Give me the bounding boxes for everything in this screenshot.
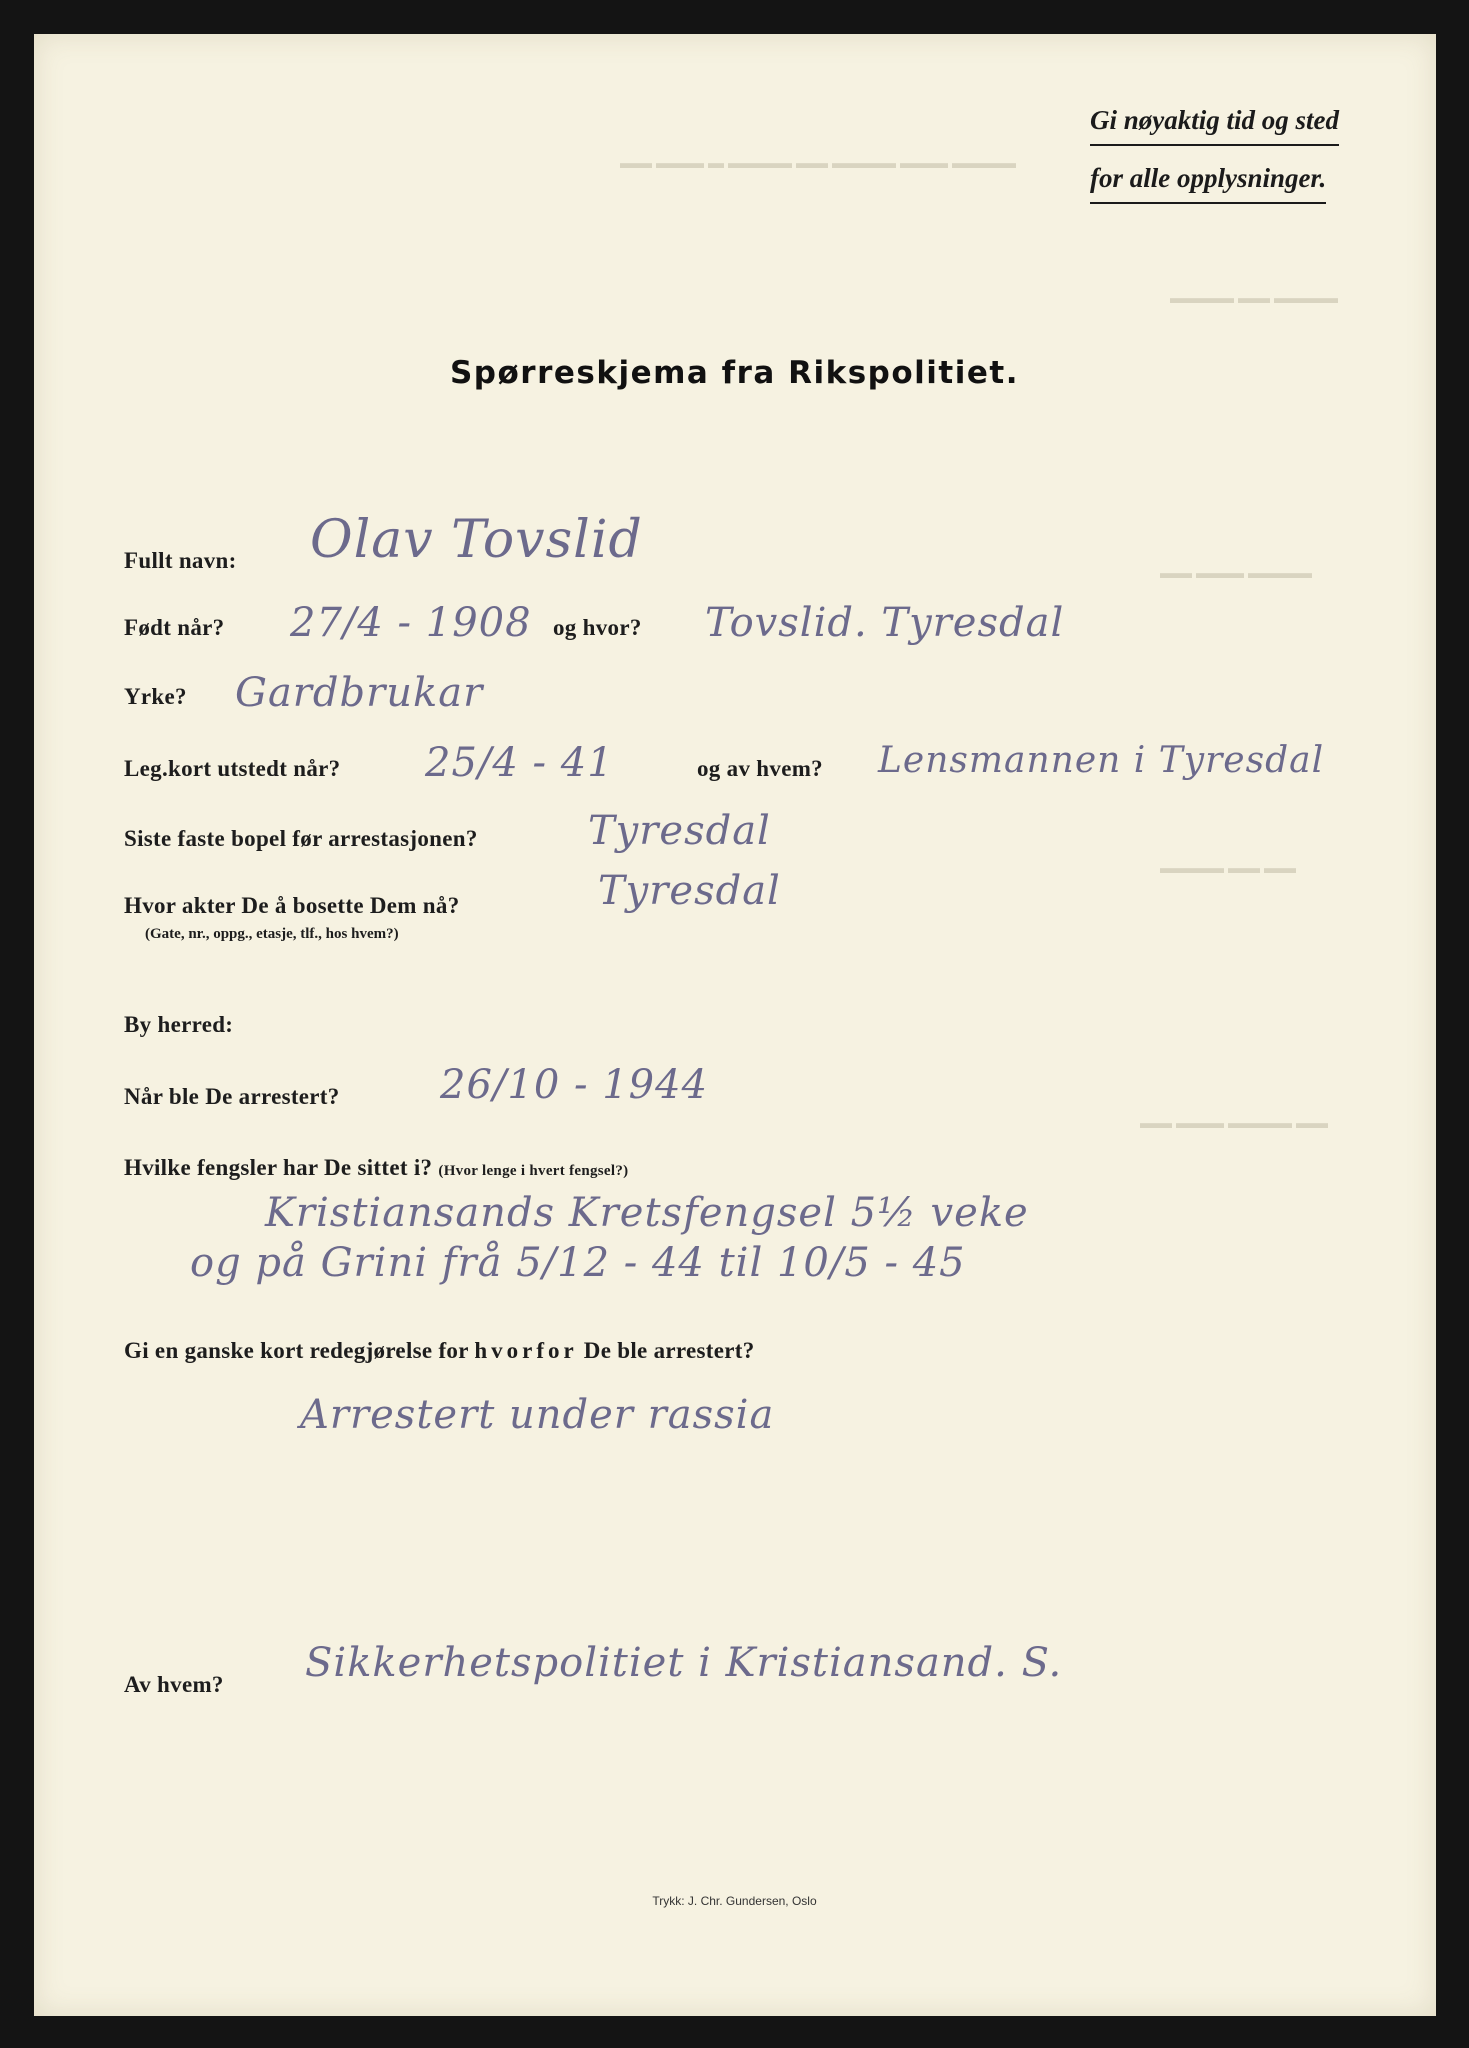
instruction-notice xyxy=(1090,100,1339,204)
born-when-label: Født når? xyxy=(124,615,225,640)
arrested-value: 26/10 - 1944 xyxy=(440,1062,709,1108)
name-value: Olav Tovslid xyxy=(310,510,643,570)
born-where-label: og hvor? xyxy=(553,615,642,640)
form-title: Spørreskjema fra Rikspolitiet. xyxy=(449,355,1019,391)
bleed-through-1: ▬▬ ▬▬▬ ▬ ▬▬▬▬ ▬▬ ▬▬▬▬ ▬▬▬ ▬▬▬▬ xyxy=(620,155,1016,172)
arrested-label: Når ble De arrestert? xyxy=(124,1084,340,1109)
bleed-through-2: ▬▬▬▬ ▬▬ ▬▬▬▬ xyxy=(1170,290,1338,307)
settle-sublabel: (Gate, nr., oppg., etasje, tlf., hos hvem?) xyxy=(145,926,399,942)
town-label: By herred: xyxy=(124,1012,234,1037)
prisons-label-text: Hvilke fengsler har De sittet i? xyxy=(124,1155,433,1180)
by-whom-label: Av hvem? xyxy=(124,1672,224,1697)
legkort-when-value: 25/4 - 41 xyxy=(425,740,614,786)
reason-label xyxy=(124,1338,755,1364)
name-label: Fullt navn: xyxy=(124,548,237,573)
occupation-value: Gardbrukar xyxy=(235,670,484,716)
reason-label-text: Gi en ganske kort redegjørelse for xyxy=(124,1338,469,1363)
printer-imprint: Trykk: J. Chr. Gundersen, Oslo xyxy=(652,1894,817,1908)
prisons-value-line-2: og på Grini frå 5/12 - 44 til 10/5 - 45 xyxy=(190,1240,966,1286)
bleed-through-3: ▬▬ ▬▬▬ ▬▬▬▬ xyxy=(1160,565,1312,582)
last-address-label: Siste faste bopel før arrestasjonen? xyxy=(124,826,478,851)
prisons-value-line-1: Kristiansands Kretsfengsel 5½ veke xyxy=(265,1190,1029,1236)
form-sheet xyxy=(34,34,1436,2016)
instruction-line-2: for alle opplysninger. xyxy=(1090,158,1326,204)
legkort-by-label: og av hvem? xyxy=(697,756,823,781)
born-where-value: Tovslid. Tyresdal xyxy=(705,600,1065,646)
reason-value: Arrestert under rassia xyxy=(300,1392,775,1438)
born-when-value: 27/4 - 1908 xyxy=(290,600,532,646)
bleed-through-4: ▬▬▬▬ ▬▬ ▬▬ xyxy=(1160,860,1296,877)
reason-label-end: De ble arrestert? xyxy=(583,1338,755,1363)
reason-emphasis: hvorfor xyxy=(474,1338,578,1363)
occupation-label: Yrke? xyxy=(124,684,187,709)
by-whom-value: Sikkerhetspolitiet i Kristiansand. S. xyxy=(305,1640,1063,1686)
instruction-line-1: Gi nøyaktig tid og sted xyxy=(1090,100,1339,146)
bleed-through-5: ▬▬ ▬▬▬ ▬▬▬▬ ▬▬ xyxy=(1140,1115,1328,1132)
prisons-sublabel: (Hvor lenge i hvert fengsel?) xyxy=(438,1163,629,1179)
last-address-value: Tyresdal xyxy=(588,808,771,854)
prisons-label xyxy=(124,1155,628,1181)
settle-label: Hvor akter De å bosette Dem nå? xyxy=(124,893,460,918)
settle-value: Tyresdal xyxy=(598,868,781,914)
legkort-when-label: Leg.kort utstedt når? xyxy=(124,756,341,781)
legkort-by-value: Lensmannen i Tyresdal xyxy=(878,740,1325,781)
